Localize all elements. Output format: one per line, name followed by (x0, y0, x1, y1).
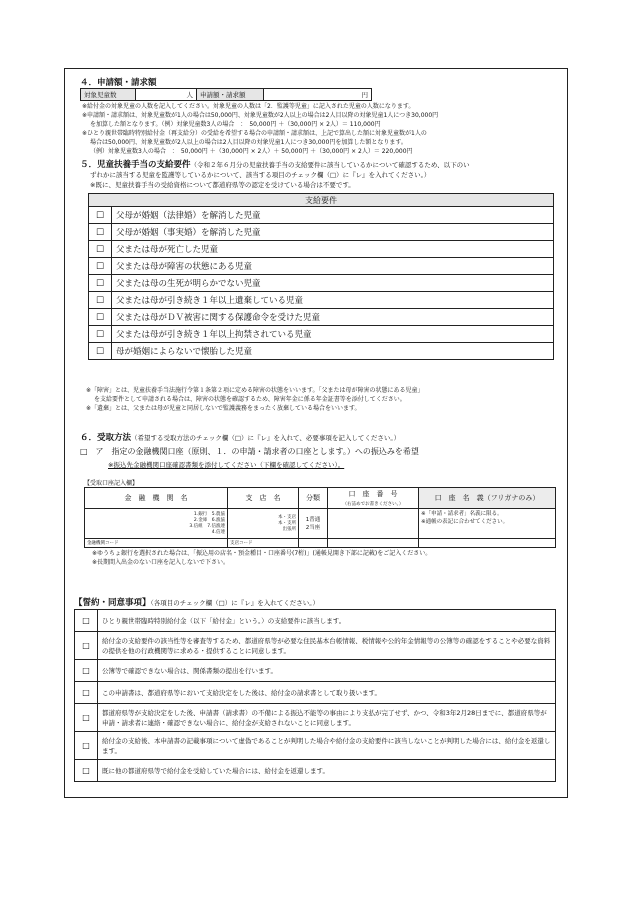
account-number-label: 口 座 番 号 (348, 490, 398, 498)
sec6-title: ６．受取方法 (80, 433, 132, 443)
receive-option-bank[interactable]: □ ア 指定の金融機関口座（原則、１．の申請・請求者の口座とします。）への振込みを希望 (80, 447, 419, 456)
bank-code-field[interactable]: 金融機関コード (85, 539, 228, 548)
requirement-checkbox[interactable]: □ (89, 326, 112, 343)
holder-note: ※通帳の表記に合わせてください。 (421, 519, 509, 525)
branch-types: 出張所 (282, 526, 296, 532)
requirement-label: 母が婚姻によらないで懐胎した児童 (112, 343, 554, 360)
receive-option-note: ※振込先金融機関口座確認書類を添付してください（下欄を確認してください）。 (108, 461, 345, 469)
sec4-title: ４．申請額・請求額 (80, 78, 157, 88)
oath-checkbox[interactable]: □ (75, 682, 98, 704)
empty-cell (299, 539, 328, 548)
requirement-row (89, 326, 554, 343)
oath-item: 都道府県等が支給決定をした後、申請書（請求書）の不備による振込不能等の事由により支払が完了せず、かつ、令和3年2月28日までに、都道府県等が申請・請求者に連絡・確認できない場合に、給付金が支給されないことに同意します。 (98, 704, 556, 732)
requirement-row (89, 343, 554, 360)
count-field[interactable] (136, 89, 197, 101)
account-holder-field[interactable] (419, 509, 556, 539)
requirements-table (88, 193, 554, 360)
requirement-label: 父母が婚姻（法律婚）を解消した児童 (112, 207, 554, 224)
oath-checkbox[interactable]: □ (75, 632, 98, 660)
sec5-header (80, 160, 560, 190)
requirement-label: 父または母が引き続き１年以上遺棄している児童 (112, 292, 554, 309)
bank-types: 3.信組 7.信漁連 (189, 523, 225, 529)
requirement-checkbox[interactable]: □ (89, 343, 112, 360)
requirement-checkbox[interactable]: □ (89, 241, 112, 258)
requirement-row (89, 241, 554, 258)
sec5-note: ※「遺棄」とは、父または母が児童と同居しないで監護義務をまったく放棄している場合をいいます。 (86, 405, 361, 412)
sec4-note: 場合は50,000円、対象児童数が2人以上の場合は2人目以降の対象児童1人につき30,000円を加算した額となります。 (90, 139, 407, 146)
sec5-title: ５．児童扶養手当の支給要件 (80, 160, 191, 170)
oath-checkbox[interactable]: □ (75, 732, 98, 760)
account-holder-header: 口 座 名 義（フリガナのみ） (419, 488, 556, 509)
requirement-label: 父または母が死亡した児童 (112, 241, 554, 258)
bank-name-field[interactable] (85, 509, 228, 539)
oath-checkbox[interactable]: □ (75, 704, 98, 732)
count-unit: 人 (186, 91, 193, 99)
sec6-notes (92, 549, 552, 567)
requirement-checkbox[interactable]: □ (89, 275, 112, 292)
oath-item: 公簿等で確認できない場合は、関係書類の提出を行います。 (98, 660, 556, 682)
sec6-intro: （希望する受取方法のチェック欄（□）に『レ』を入れて、必要事項を記入してください。） (131, 434, 401, 442)
bank-name-header: 金 融 機 関 名 (85, 488, 228, 509)
holder-note: ※「申請・請求者」名義に限る。 (421, 511, 503, 517)
sec4-note: ※給付金の対象児童の人数を記入してください。対象児童の人数は「2．監護等児童」に記入された児童の人数になります。 (82, 103, 415, 110)
bank-types: 2.金庫 6.漁協 (193, 517, 225, 523)
sec5-note: を支給要件として申請される場合は、障害の状態を確認するため、障害年金に係る年金証書等を添付してください。 (94, 396, 406, 403)
branch-code-field[interactable]: 支店コード (228, 539, 299, 548)
bank-account-table (84, 487, 556, 548)
requirement-row (89, 224, 554, 241)
count-label: 対象児童数 (81, 89, 136, 101)
amount-field[interactable] (264, 89, 372, 101)
class-option: 1普通 (305, 516, 321, 523)
requirement-checkbox[interactable]: □ (89, 224, 112, 241)
oath-table (74, 609, 556, 782)
oath-item: 既に他の都道府県等で給付金を受給していた場合には、給付金を返還します。 (98, 760, 556, 782)
sec5-notes (86, 386, 556, 413)
oath-checkbox[interactable]: □ (75, 760, 98, 782)
requirement-row (89, 309, 554, 326)
oath-checkbox[interactable]: □ (75, 660, 98, 682)
requirement-row (89, 258, 554, 275)
sec5-intro: （令和２年６月分の児童扶養手当の支給要件に該当しているかについて確認するため、以下のい (190, 161, 470, 169)
sec5-intro: ※既に、児童扶養手当の受給資格について都道府県等の認定を受けている場合は不要です。 (90, 181, 355, 189)
oath-intro: （各項目のチェック欄（□）に『レ』を入れてください。） (150, 599, 319, 607)
amount-unit: 円 (361, 91, 368, 99)
oath-item: ひとり親世帯臨時特別給付金（以下「給付金」という。）の支給要件に該当します。 (98, 610, 556, 632)
branch-name-field[interactable] (228, 509, 299, 539)
requirement-row (89, 292, 554, 309)
account-number-field[interactable] (328, 509, 419, 539)
requirement-label: 父または母が引き続き１年以上拘禁されている児童 (112, 326, 554, 343)
amount-table (80, 88, 372, 101)
account-number-header (328, 488, 419, 509)
oath-item: この申請書は、都道府県等において支給決定をした後は、給付金の請求書として取り扱います。 (98, 682, 556, 704)
sec4-notes (82, 102, 557, 156)
sec4-note: を加算した額となります。（例）対象児童数3人の場合 ： 50,000円 ＋（30,000円 × 2人）＝ 110,000円 (90, 121, 381, 128)
sec4-note: ※ひとり親世帯臨時特別給付金（再支給分）の受給を希望する場合の申請額・請求額は、上記で算出した額に対象児童数が1人の (82, 130, 427, 137)
requirement-checkbox[interactable]: □ (89, 292, 112, 309)
bank-types: 1.銀行 5.農協 (193, 511, 225, 517)
account-number-sub: （右詰めでお書きください。） (342, 502, 404, 507)
empty-cell (419, 539, 556, 548)
branch-name-header: 支 店 名 (228, 488, 299, 509)
sec5-intro: ずれかに該当する児童を監護等しているかについて、該当する項目のチェック欄（□）に『レ』を入れてください。） (90, 171, 431, 179)
sec4-note: （例）対象児童数3人の場合 ： 50,000円 ＋（30,000円 × 2人）＋ 50,000円 ＋（30,000円 × 2人）＝ 220,000円 (90, 148, 413, 155)
oath-title: 【誓約・同意事項】 (74, 598, 151, 608)
branch-types: 本・支所 (278, 520, 296, 526)
sec6-note: ※ゆうちょ銀行を選択された場合は、「振込用の店名・預金種目・口座番号(7桁)」(通帳見開き下部に記載)をご記入ください。 (92, 550, 432, 557)
requirement-checkbox[interactable]: □ (89, 309, 112, 326)
account-class-header: 分類 (299, 488, 328, 509)
bank-types: 4.信連 (211, 529, 225, 535)
oath-item: 給付金の支給後、本申請書の記載事項について虚偽であることが判明した場合や給付金の支給要件に該当しないことが判明した場合には、給付金を返還します。 (98, 732, 556, 760)
branch-types: 本・支店 (278, 514, 296, 520)
amount-label: 申請額・請求額 (197, 89, 264, 101)
class-option: 2当座 (305, 524, 321, 531)
empty-cell (328, 539, 419, 548)
requirement-label: 父または母が障害の状態にある児童 (112, 258, 554, 275)
sec6-note: ※長期間入出金のない口座を記入しないで下さい。 (92, 559, 230, 566)
sec4-note: ※申請額・請求額は、対象児童数が1人の場合は50,000円、対象児童数が2人以上の場合は2人目以降の対象児童1人につき30,000円 (82, 112, 439, 119)
requirements-header: 支給要件 (89, 194, 554, 207)
account-class-field[interactable] (299, 509, 328, 539)
oath-header (74, 596, 319, 608)
bank-caption: 【受取口座記入欄】 (84, 480, 139, 487)
requirement-row (89, 275, 554, 292)
sec5-note: ※「障害」とは、児童扶養手当法施行令第１条第２項に定める障害の状態をいいます。「父または母が障害の状態にある児童」 (86, 387, 424, 394)
requirement-checkbox[interactable]: □ (89, 258, 112, 275)
oath-checkbox[interactable]: □ (75, 610, 98, 632)
requirement-label: 父または母がＤＶ被害に関する保護命令を受けた児童 (112, 309, 554, 326)
requirement-row (89, 207, 554, 224)
sec6-header (80, 431, 560, 443)
requirement-label: 父または母の生死が明らかでない児童 (112, 275, 554, 292)
requirement-label: 父母が婚姻（事実婚）を解消した児童 (112, 224, 554, 241)
requirement-checkbox[interactable]: □ (89, 207, 112, 224)
oath-item: 給付金の支給要件の該当性等を審査等するため、都道府県等が必要な住民基本台帳情報、税情報や公的年金情報等の公簿等の確認をすることや必要な資料の提供を他の行政機関等に求める・提供することに同意します。 (98, 632, 556, 660)
